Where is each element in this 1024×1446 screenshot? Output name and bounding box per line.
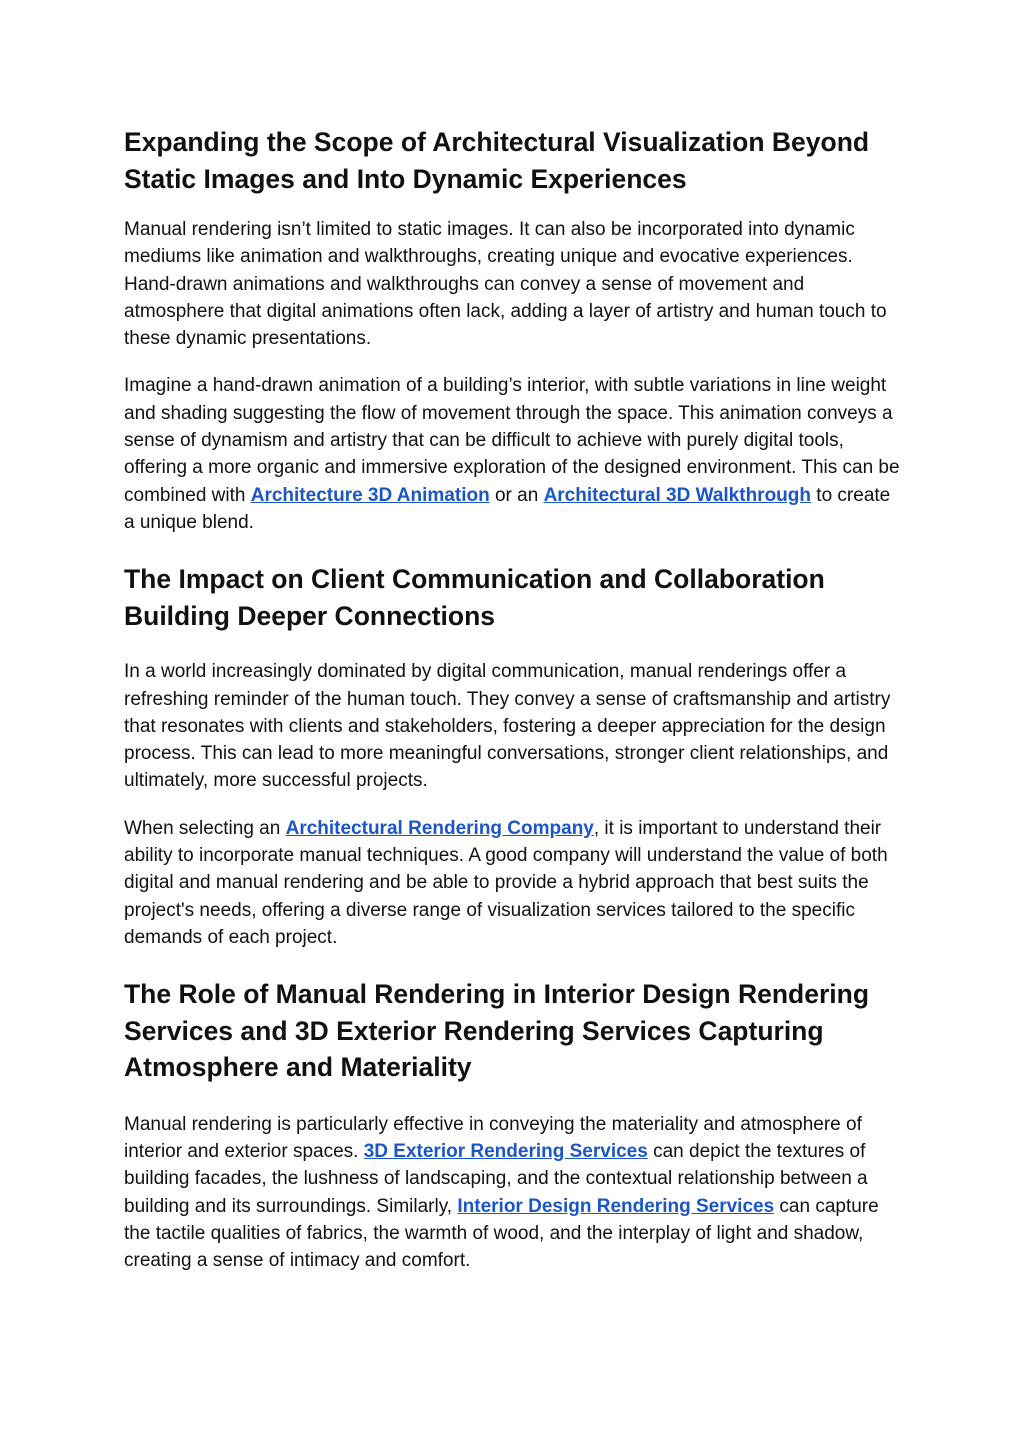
paragraph-hand-drawn-animation [124, 372, 904, 536]
architectural-rendering-company-link[interactable]: Architectural Rendering Company [285, 817, 594, 839]
paragraph-text: to create a unique blend. [124, 484, 891, 533]
paragraph-text: can depict the textures of building facades, the lushness of landscaping, and the contextual relationship between a building and its surroundings. Similarly, [124, 1141, 868, 1217]
document-page [124, 120, 904, 1275]
paragraph-text: , it is important to understand their ability to incorporate manual techniques. A good company will understand the value of both digital and manual rendering and be able to provide a hybrid approach that best suits the project's needs, offering a diverse range of visualization services tailored to the specific demands of each project. [124, 817, 888, 948]
paragraph-text: or an [489, 484, 544, 506]
paragraph-text: Imagine a hand-drawn animation of a building’s interior, with subtle variations in line weight and shading suggesting the flow of movement through the space. This animation conveys a sense of dynamism and artistry that can be difficult to achieve with purely digital tools, offering a more organic and immersive exploration of the designed environment. This can be combined with [124, 375, 900, 506]
paragraph-selecting-company [124, 815, 904, 951]
architectural-3d-walkthrough-link[interactable]: Architectural 3D Walkthrough [543, 484, 812, 506]
paragraph-materiality [124, 1111, 904, 1275]
3d-exterior-rendering-services-link[interactable]: 3D Exterior Rendering Services [363, 1141, 648, 1163]
section-heading-manual-rendering-role: The Role of Manual Rendering in Interior Design Rendering Services and 3D Exterior Rendering Services Capturing Atmosphere and Materiality [124, 979, 870, 1083]
interior-design-rendering-services-link[interactable]: Interior Design Rendering Services [457, 1195, 775, 1217]
architecture-3d-animation-link[interactable]: Architecture 3D Animation [250, 484, 490, 506]
paragraph-text: When selecting an [124, 817, 286, 839]
section-heading-dynamic-experiences: Expanding the Scope of Architectural Visualization Beyond Static Images and Into Dynamic Experiences [124, 127, 870, 194]
paragraph-manual-rendering-dynamic: Manual rendering isn’t limited to static images. It can also be incorporated into dynamic mediums like animation and walkthroughs, creating unique and evocative experiences. Hand-drawn animations and walkthroughs can convey a sense of movement and atmosphere that digital animations often lack, adding a layer of artistry and human touch to these dynamic presentations. [124, 219, 887, 350]
paragraph-text: Manual rendering is particularly effective in conveying the materiality and atmosphere of interior and exterior spaces. [124, 1113, 862, 1163]
paragraph-digital-communication: In a world increasingly dominated by digital communication, manual renderings offer a refreshing reminder of the human touch. They convey a sense of craftsmanship and artistry that resonates with clients and stakeholders, fostering a deeper appreciation for the design process. This can lead to more meaningful conversations, stronger client relationships, and ultimately, more successful projects. [124, 661, 891, 792]
section-heading-client-communication: The Impact on Client Communication and Collaboration Building Deeper Connections [124, 564, 825, 631]
paragraph-text: can capture the tactile qualities of fabrics, the warmth of wood, and the interplay of light and shadow, creating a sense of intimacy and comfort. [124, 1195, 879, 1272]
